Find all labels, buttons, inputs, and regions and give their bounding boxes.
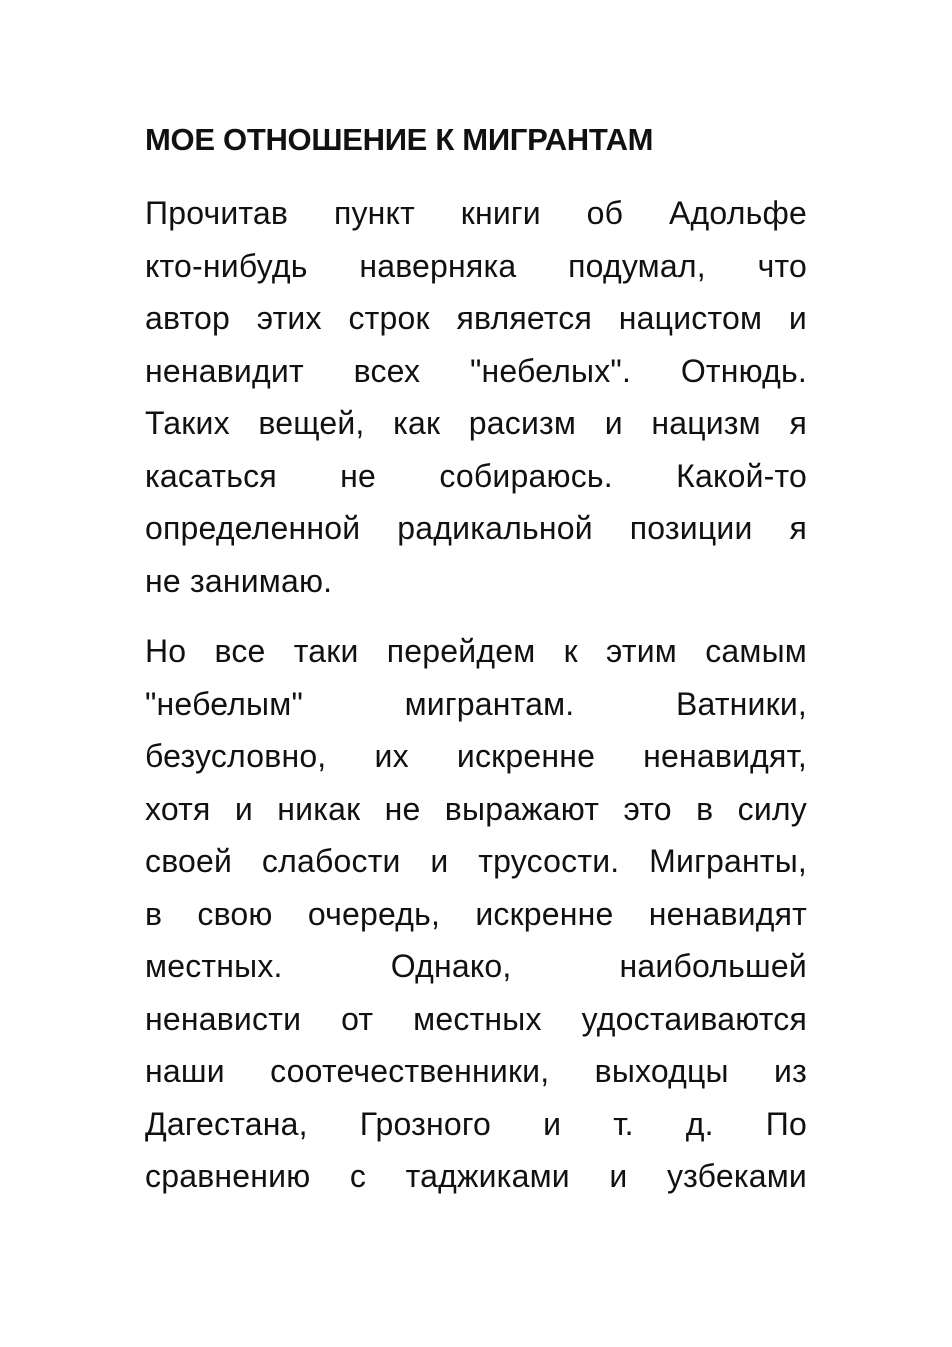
paragraph-line: Таких вещей, как расизм и нацизм я xyxy=(145,405,807,441)
page-title: МОЕ ОТНОШЕНИЕ К МИГРАНТАМ xyxy=(145,122,654,157)
paragraph-line: хотя и никак не выражают это в силу xyxy=(145,790,807,827)
paragraph-line: своей слабости и трусости. Мигранты, xyxy=(145,843,807,879)
paragraph-line: сравнению с таджиками и узбеками xyxy=(145,1158,807,1194)
paragraph-line: Но все таки перейдем к этим самым xyxy=(145,633,807,669)
paragraph-2 xyxy=(145,625,807,1203)
document-body xyxy=(145,118,807,1221)
paragraph-line: местных. Однако, наибольшей xyxy=(145,948,807,984)
paragraph-line: кто-нибудь наверняка подумал, что xyxy=(145,247,807,284)
paragraph-line: в свою очередь, искренне ненавидят xyxy=(145,895,807,932)
paragraph-line: ненависти от местных удостаиваются xyxy=(145,1000,807,1037)
paragraph-line: "небелым" мигрантам. Ватники, xyxy=(145,685,807,722)
paragraph-line: наши соотечественники, выходцы из xyxy=(145,1053,807,1089)
paragraph-line: автор этих строк является нацистом и xyxy=(145,300,807,336)
paragraph-1 xyxy=(145,187,807,607)
paragraph-line: ненавидит всех "небелых". Отнюдь. xyxy=(145,352,807,389)
paragraph-line: безусловно, их искренне ненавидят, xyxy=(145,738,807,774)
paragraph-line: Прочитав пункт книги об Адольфе xyxy=(145,195,807,231)
paragraph-line: определенной радикальной позиции я xyxy=(145,510,807,546)
paragraph-line: касаться не собираюсь. Какой-то xyxy=(145,457,807,494)
paragraph-line: Дагестана, Грозного и т. д. По xyxy=(145,1105,807,1142)
paragraph-line: не занимаю. xyxy=(145,562,333,599)
